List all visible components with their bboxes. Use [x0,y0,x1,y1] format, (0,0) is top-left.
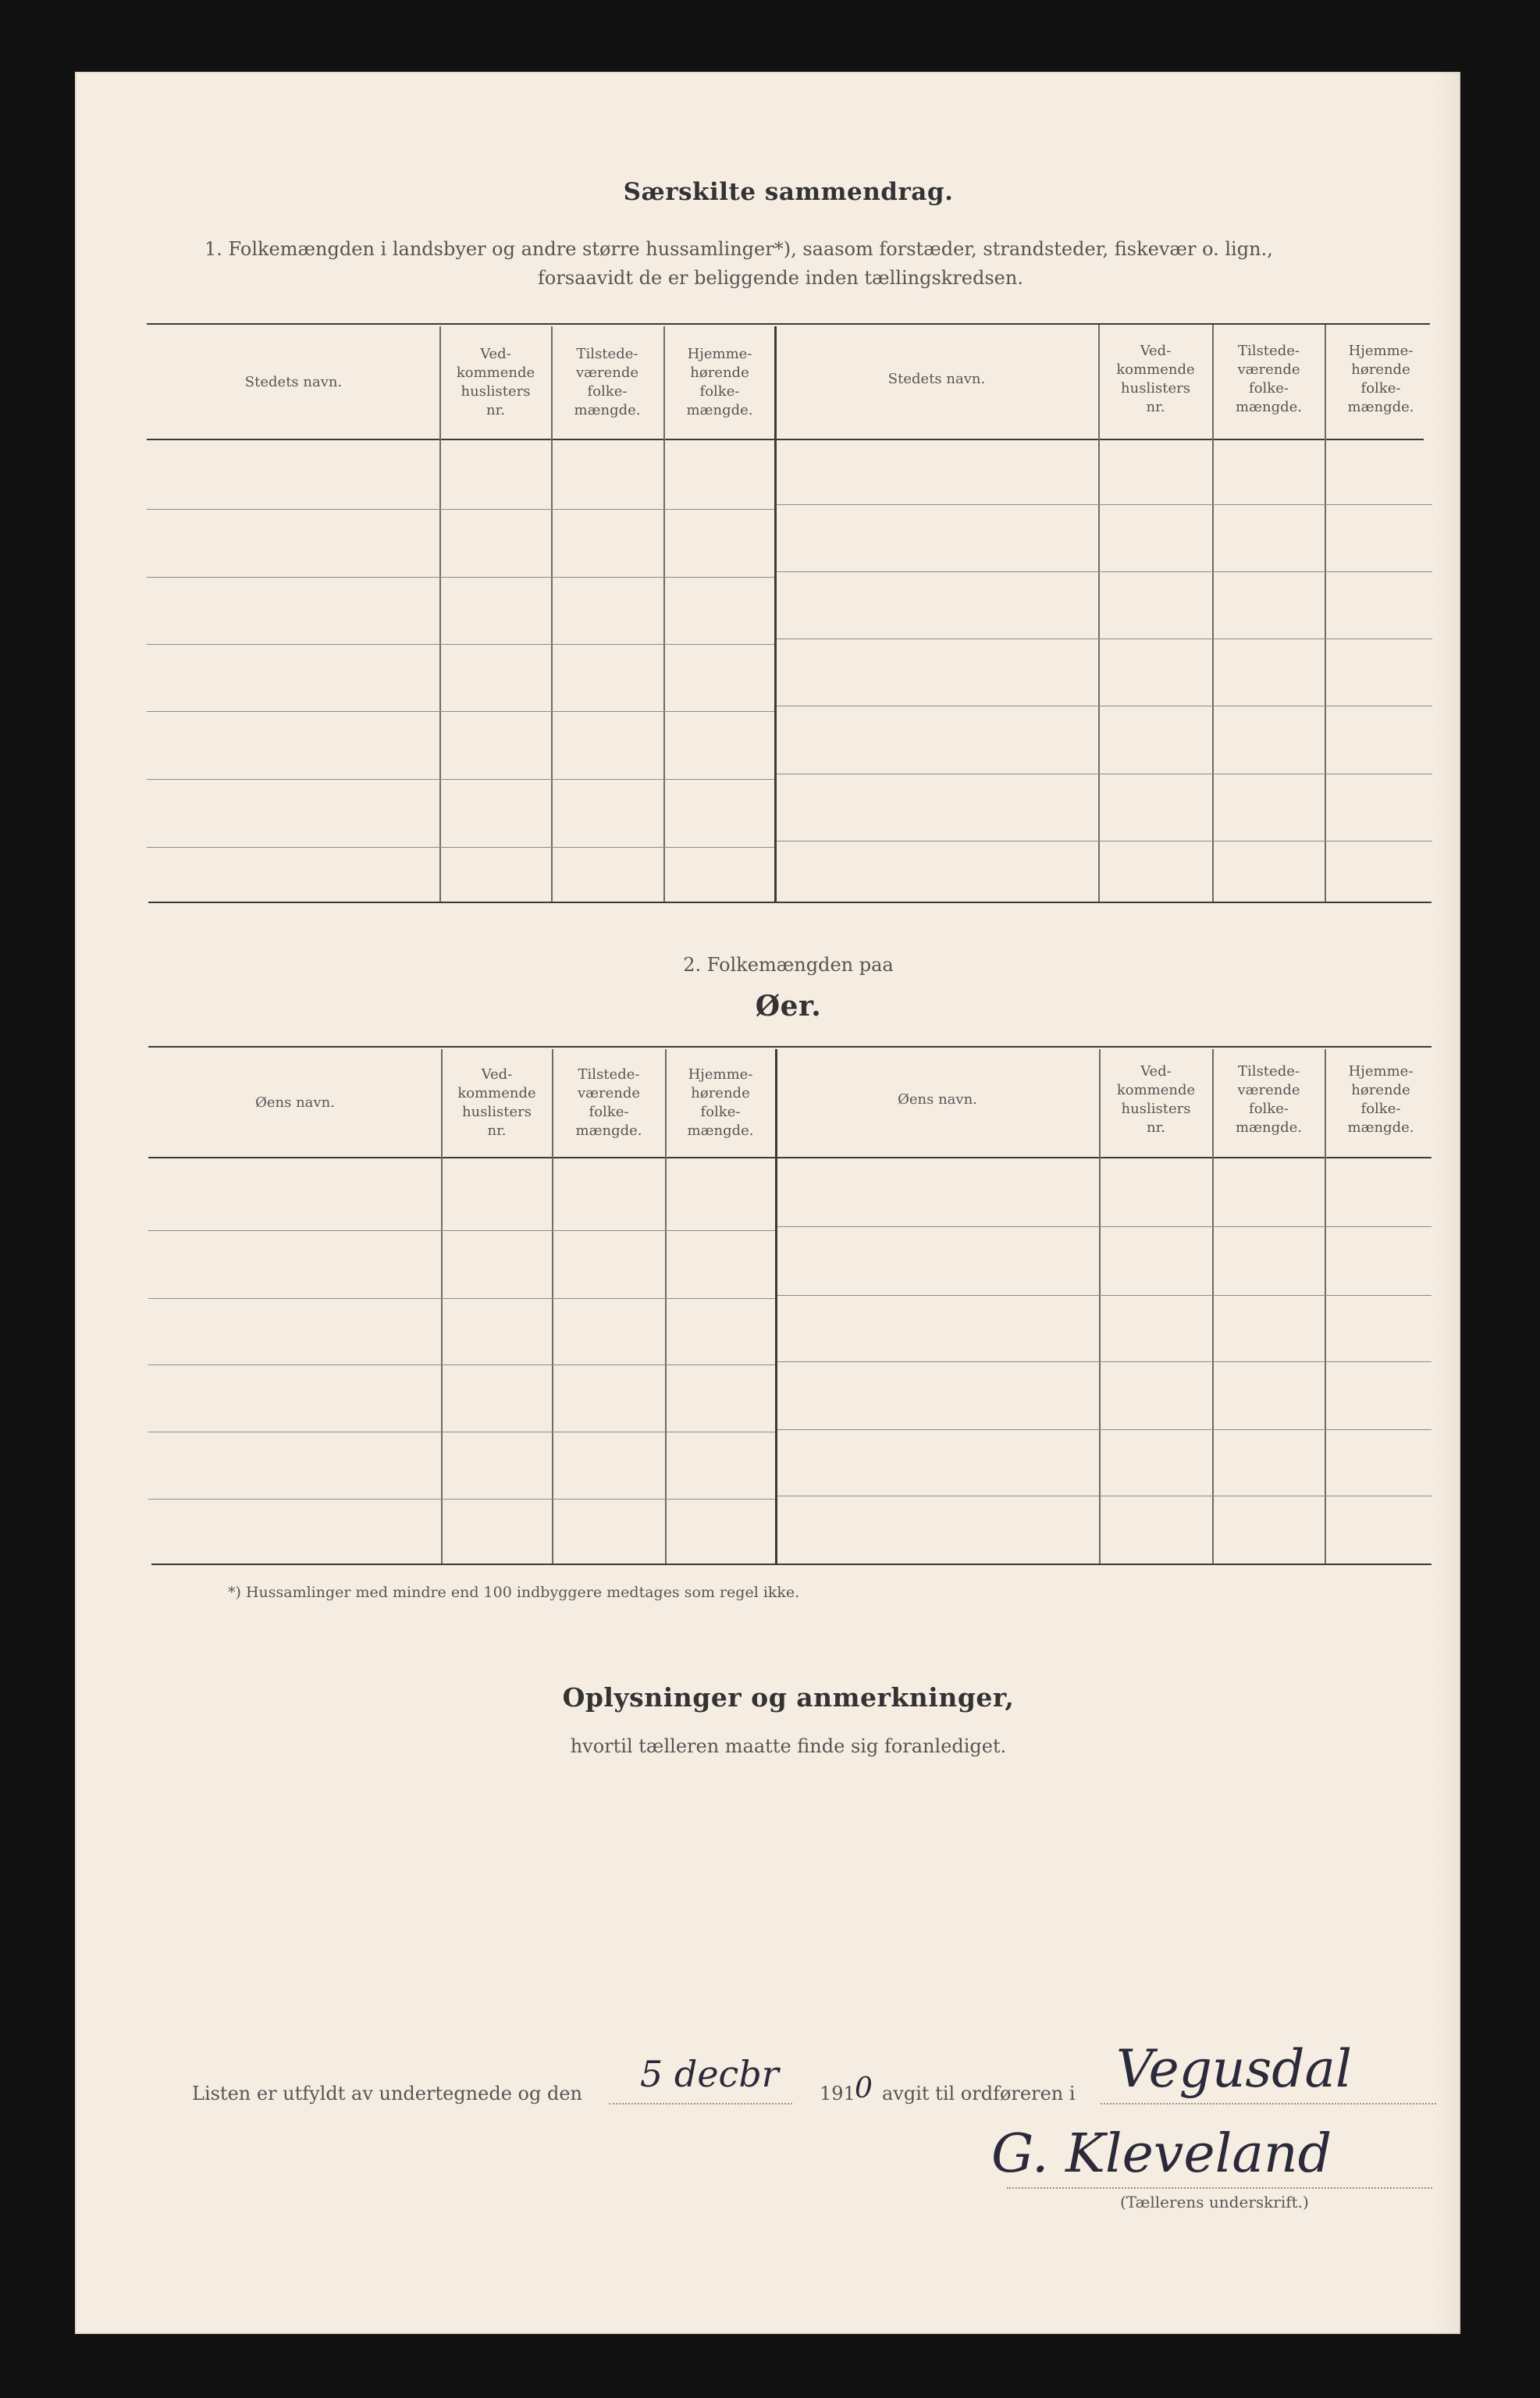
table1-row-rule [777,504,1432,505]
table1-row-rule [147,577,774,578]
table2-header-hjemme-left: Hjemme- hørende folke- mængde. [687,1066,754,1139]
signer-caption: (Tællerens underskrift.) [1120,2193,1309,2211]
table2-header-tilstede-left: Tilstede- værende folke- mængde. [575,1066,642,1139]
section2-subtitle: 2. Folkemængden paa [683,954,894,976]
notes-subtitle: hvortil tælleren maatte finde sig foranlediget. [570,1735,1007,1757]
handwritten-date: 5 decbr [640,2053,779,2095]
section1-title: Særskilte sammendrag. [623,178,954,206]
table2-row-rule [148,1298,775,1299]
place-blank [1101,2103,1436,2104]
table1-bottom-rule [148,902,1432,903]
table1-header-hjemme-left: Hjemme- hørende folke- mængde. [686,346,753,418]
table2-row-rule [777,1226,1432,1227]
table2-row-rule [777,1295,1432,1296]
table2-header-hjemme-right: Hjemme- hørende folke- mængde. [1347,1063,1414,1136]
table2-header-huslister-right: Ved- kommende huslisters nr. [1116,1063,1196,1136]
table1-row-rule [147,847,774,848]
table2-row-rule [148,1364,775,1365]
table1-header-tilstede-right: Tilstede- værende folke- mængde. [1236,343,1302,415]
signature-middle: avgit til ordføreren i [882,2083,1076,2104]
section1-intro-line1: 1. Folkemængden i landsbyer og andre større hussamlinger*), saasom forstæder, strandsteder, fiskevær o. lign., [205,238,1273,260]
handwritten-signature: G. Kleveland [991,2123,1332,2185]
table1-row-rule [147,711,774,712]
table2-header-name-left: Øens navn. [255,1094,335,1111]
notes-title: Oplysninger og anmerkninger, [562,1682,1015,1713]
signature-prefix: Listen er utfyldt av undertegnede og den [192,2083,583,2104]
section1-intro-line2: forsaavidt de er beliggende inden tællingskredsen. [538,267,1023,289]
table2-row-rule [777,1361,1432,1362]
table2-header-tilstede-right: Tilstede- værende folke- mængde. [1236,1063,1302,1136]
table1-header-huslister-right: Ved- kommende huslisters nr. [1116,343,1195,415]
table1-row-rule [147,644,774,645]
table1-row-rule [147,509,774,510]
year-printed: 191 [820,2083,855,2104]
table2-bottom-rule [151,1564,1432,1565]
table1-header-rule [147,439,1424,440]
table2-header-rule [148,1157,1432,1158]
signer-blank [1007,2187,1432,2189]
date-blank [609,2103,792,2104]
table2-header-name-right: Øens navn. [898,1091,977,1108]
footnote: *) Hussamlinger med mindre end 100 indbyggere medtages som regel ikke. [228,1584,800,1601]
table2-row-rule [777,1429,1432,1430]
table1-header-hjemme-right: Hjemme- hørende folke- mængde. [1347,343,1414,415]
table2-row-rule [148,1499,775,1500]
table1-header-name-right: Stedets navn. [887,371,986,387]
table1-header-huslister-left: Ved- kommende huslisters nr. [456,346,535,418]
section2-title: Øer. [755,990,822,1023]
table1-header-tilstede-left: Tilstede- værende folke- mængde. [574,346,641,418]
year-handwritten: 0 [855,2072,873,2104]
paper-edge-shading [1434,72,1460,2334]
table1-header-name-left: Stedets navn. [244,374,343,390]
table1-row-rule [777,571,1432,572]
table1-row-rule [147,779,774,780]
handwritten-place: Vegusdal [1116,2039,1352,2099]
table2-row-rule [148,1230,775,1231]
table2-header-huslister-left: Ved- kommende huslisters nr. [457,1066,536,1139]
